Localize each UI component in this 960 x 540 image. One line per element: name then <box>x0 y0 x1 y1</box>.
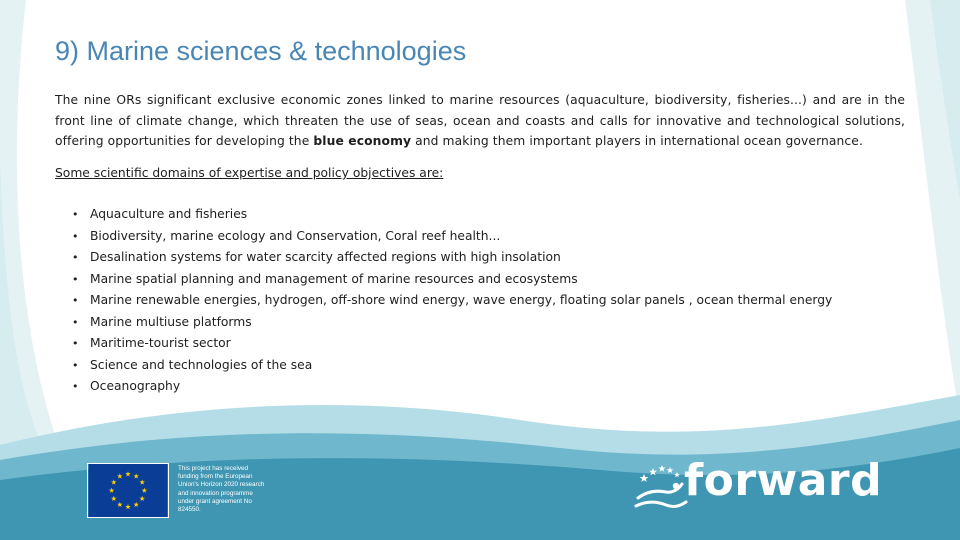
bullet-icon: • <box>72 358 79 372</box>
list-item-text: Desalination systems for water scarcity affected regions with high insolation <box>90 250 561 264</box>
bullet-icon: • <box>72 294 79 307</box>
list-item <box>72 226 832 248</box>
list-item-text: Marine spatial planning and management of marine resources and ecosystems <box>90 271 578 286</box>
list-item <box>72 355 832 377</box>
bullet-icon: • <box>72 380 79 393</box>
logo-wordmark: forward <box>684 455 883 506</box>
list-item-text: Biodiversity, marine ecology and Conservation, Coral reef health... <box>90 228 501 243</box>
list-item <box>72 376 832 398</box>
bullet-icon: • <box>72 229 79 243</box>
list-item-text: Aquaculture and fisheries <box>90 207 248 221</box>
intro-text-end: and making them important players in international ocean governance. <box>411 134 863 148</box>
list-item-text: Maritime-tourist sector <box>90 336 231 350</box>
bullet-icon: • <box>72 251 79 264</box>
intro-bold-term: blue economy <box>313 134 412 148</box>
list-item-text: Oceanography <box>90 379 181 393</box>
bullet-icon: • <box>72 337 79 350</box>
domains-list <box>72 204 832 398</box>
eu-flag-icon <box>87 463 169 518</box>
list-item <box>72 269 832 291</box>
list-item-text: Marine multiuse platforms <box>90 314 252 329</box>
bullet-icon: • <box>72 208 79 221</box>
list-item <box>72 290 832 312</box>
intro-paragraph <box>55 90 905 152</box>
list-item-text: Marine renewable energies, hydrogen, off-shore wind energy, wave energy, floating solar panels , ocean thermal energy <box>90 293 833 307</box>
list-item <box>72 204 832 226</box>
bullet-icon: • <box>72 315 79 329</box>
list-item <box>72 333 832 355</box>
intro-text: The nine ORs significant exclusive economic zones linked to marine resources (aquaculture, biodiversity, fisheries...) and are in the front line of climate change, which threaten the use of seas, ocean and coasts and calls for innovative and technological solutions, offering opportunities for developing the <box>55 93 905 148</box>
list-item-text: Science and technologies of the sea <box>90 357 313 372</box>
swimmer-stars-icon <box>632 464 688 512</box>
page-title: 9) Marine sciences & technologies <box>55 36 467 66</box>
forward-logo <box>632 455 883 512</box>
list-item <box>72 247 832 269</box>
bullet-icon: • <box>72 272 79 286</box>
domains-heading: Some scientific domains of expertise and policy objectives are: <box>55 166 444 180</box>
funding-statement: This project has received funding from the European Union's Horizon 2020 research and innovation programme under grant agreement No 824550. <box>178 465 265 514</box>
list-item <box>72 312 832 334</box>
